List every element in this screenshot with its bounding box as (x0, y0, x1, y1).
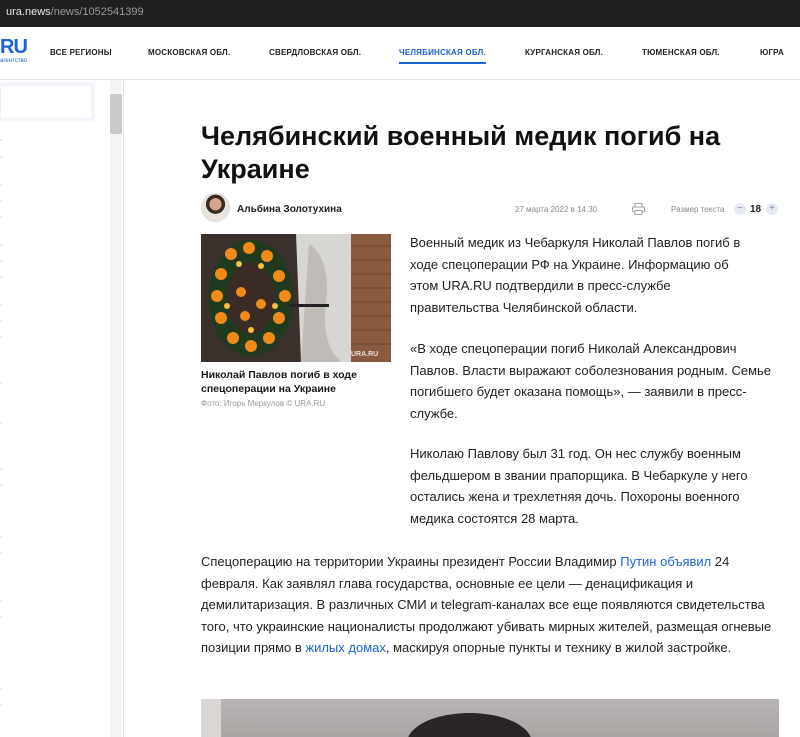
minus-icon[interactable]: − (734, 203, 746, 215)
logo-text: RU (0, 36, 27, 58)
second-article-photo[interactable] (201, 699, 779, 737)
news-feed-sidebar[interactable] (0, 80, 124, 737)
publish-date: 27 марта 2022 в 14:30 (515, 205, 598, 214)
top-navigation (0, 27, 800, 80)
nav-item-moscow-region[interactable]: МОСКОВСКАЯ ОБЛ. (148, 48, 231, 57)
url-path: /news/1052541399 (50, 6, 144, 18)
nav-item-sverdlovsk-region[interactable]: СВЕРДЛОВСКАЯ ОБЛ. (269, 48, 362, 57)
sidebar-fragment[interactable]: · (0, 534, 3, 541)
sidebar-fragment[interactable]: · (0, 380, 3, 387)
printer-icon[interactable] (632, 203, 645, 215)
sidebar-fragment[interactable]: · (0, 334, 3, 341)
url-host: ura.news (6, 6, 51, 18)
text-size-value: 18 (750, 204, 762, 215)
sidebar-fragment[interactable]: · (0, 318, 3, 325)
link-putin-announced[interactable]: Путин объявил (620, 554, 712, 569)
sidebar-fragment[interactable]: · (0, 182, 3, 189)
photo-person-silhouette (407, 713, 532, 737)
sidebar-fragment[interactable]: · (0, 482, 3, 489)
article-photo[interactable] (201, 234, 391, 362)
url-text[interactable] (6, 6, 144, 18)
sidebar-fragment[interactable]: · (0, 420, 3, 427)
text-size-label: Размер текста (671, 205, 725, 214)
sidebar-fragment[interactable]: · (0, 550, 3, 557)
photo-credit: Фото: Игорь Меркулов © URA.RU (201, 399, 326, 408)
sidebar-scrollbar-thumb[interactable] (110, 94, 122, 134)
sidebar-fragment[interactable]: · (0, 198, 3, 205)
sidebar-fragment[interactable]: · (0, 702, 3, 709)
sidebar-fragment[interactable]: · (0, 242, 3, 249)
author-name[interactable]: Альбина Золотухина (237, 204, 342, 215)
nav-item-tyumen-region[interactable]: ТЮМЕНСКАЯ ОБЛ. (642, 48, 720, 57)
sidebar-fragment[interactable]: · (0, 137, 3, 144)
sidebar-fragment[interactable]: · (0, 214, 3, 221)
funeral-wreath-photo (201, 234, 391, 362)
plus-icon[interactable]: + (766, 203, 778, 215)
sidebar-fragment[interactable]: · (0, 302, 3, 309)
nav-item-kurgan-region[interactable]: КУРГАНСКАЯ ОБЛ. (525, 48, 603, 57)
article-meta (201, 193, 781, 226)
article-title: Челябинский военный медик погиб на Украине (201, 121, 721, 184)
article-paragraph: «В ходе спецоперации погиб Николай Александрович Павлов. Власти выражают соболезнования родным. Семье погибшего будет оказана помощь», — заявили в пресс-службе. (410, 341, 772, 421)
nav-item-all-regions[interactable]: ВСЕ РЕГИОНЫ (50, 48, 112, 57)
paragraph-text: , маскируя опорные пункты и технику в жилой застройке. (385, 640, 732, 655)
sidebar-fragment[interactable]: · (0, 258, 3, 265)
photo-light-area (201, 699, 221, 737)
nav-item-chelyabinsk-region[interactable]: ЧЕЛЯБИНСКАЯ ОБЛ. (399, 48, 486, 57)
photo-caption: Николай Павлов погиб в ходе спецоперации на Украине (201, 369, 357, 395)
link-residential-buildings[interactable]: жилых домах (305, 640, 386, 655)
sidebar-fragment[interactable]: · (0, 154, 3, 161)
logo-subtext: агентство (0, 58, 27, 64)
sidebar-fragment[interactable]: · (0, 686, 3, 693)
sidebar-fragment[interactable]: · (0, 274, 3, 281)
paragraph-text: 24 февраля. Как заявлял глава государства, основные ее цели — денацификация и демилитаризация. В различных СМИ и telegram-каналах все еще появляются свидетельства того, что украинские националисты продолжают убивать мирных жителей, размещая огневые позиции прямо в (201, 554, 772, 655)
photo-watermark: URA.RU (351, 351, 379, 358)
article-paragraph: Николаю Павлову был 31 год. Он нес службу военным фельдшером в звании прапорщика. В Чебаркуле у него остались жена и трехлетняя дочь. Похороны военного медика состоятся 28 марта. (410, 446, 748, 526)
paragraph-text: Спецоперацию на территории Украины президент России Владимир (201, 554, 621, 569)
sidebar-scroll-track[interactable] (110, 80, 122, 737)
author-avatar[interactable] (201, 193, 230, 222)
browser-url-bar[interactable] (0, 0, 800, 27)
sidebar-fragment[interactable]: · (0, 466, 3, 473)
article-paragraph (201, 551, 781, 659)
sidebar-fragment[interactable]: · (0, 614, 3, 621)
site-logo[interactable] (0, 37, 30, 64)
article-paragraph: Военный медик из Чебаркуля Николай Павлов погиб в ходе спецоперации РФ на Украине. Информацию об этом URA.RU подтвердили в пресс-службе правительства Челябинской области. (410, 235, 741, 315)
sidebar-fragment[interactable]: · (0, 598, 3, 605)
nav-item-yugra[interactable]: ЮГРА (760, 48, 784, 57)
sidebar-search-box[interactable] (0, 85, 92, 119)
